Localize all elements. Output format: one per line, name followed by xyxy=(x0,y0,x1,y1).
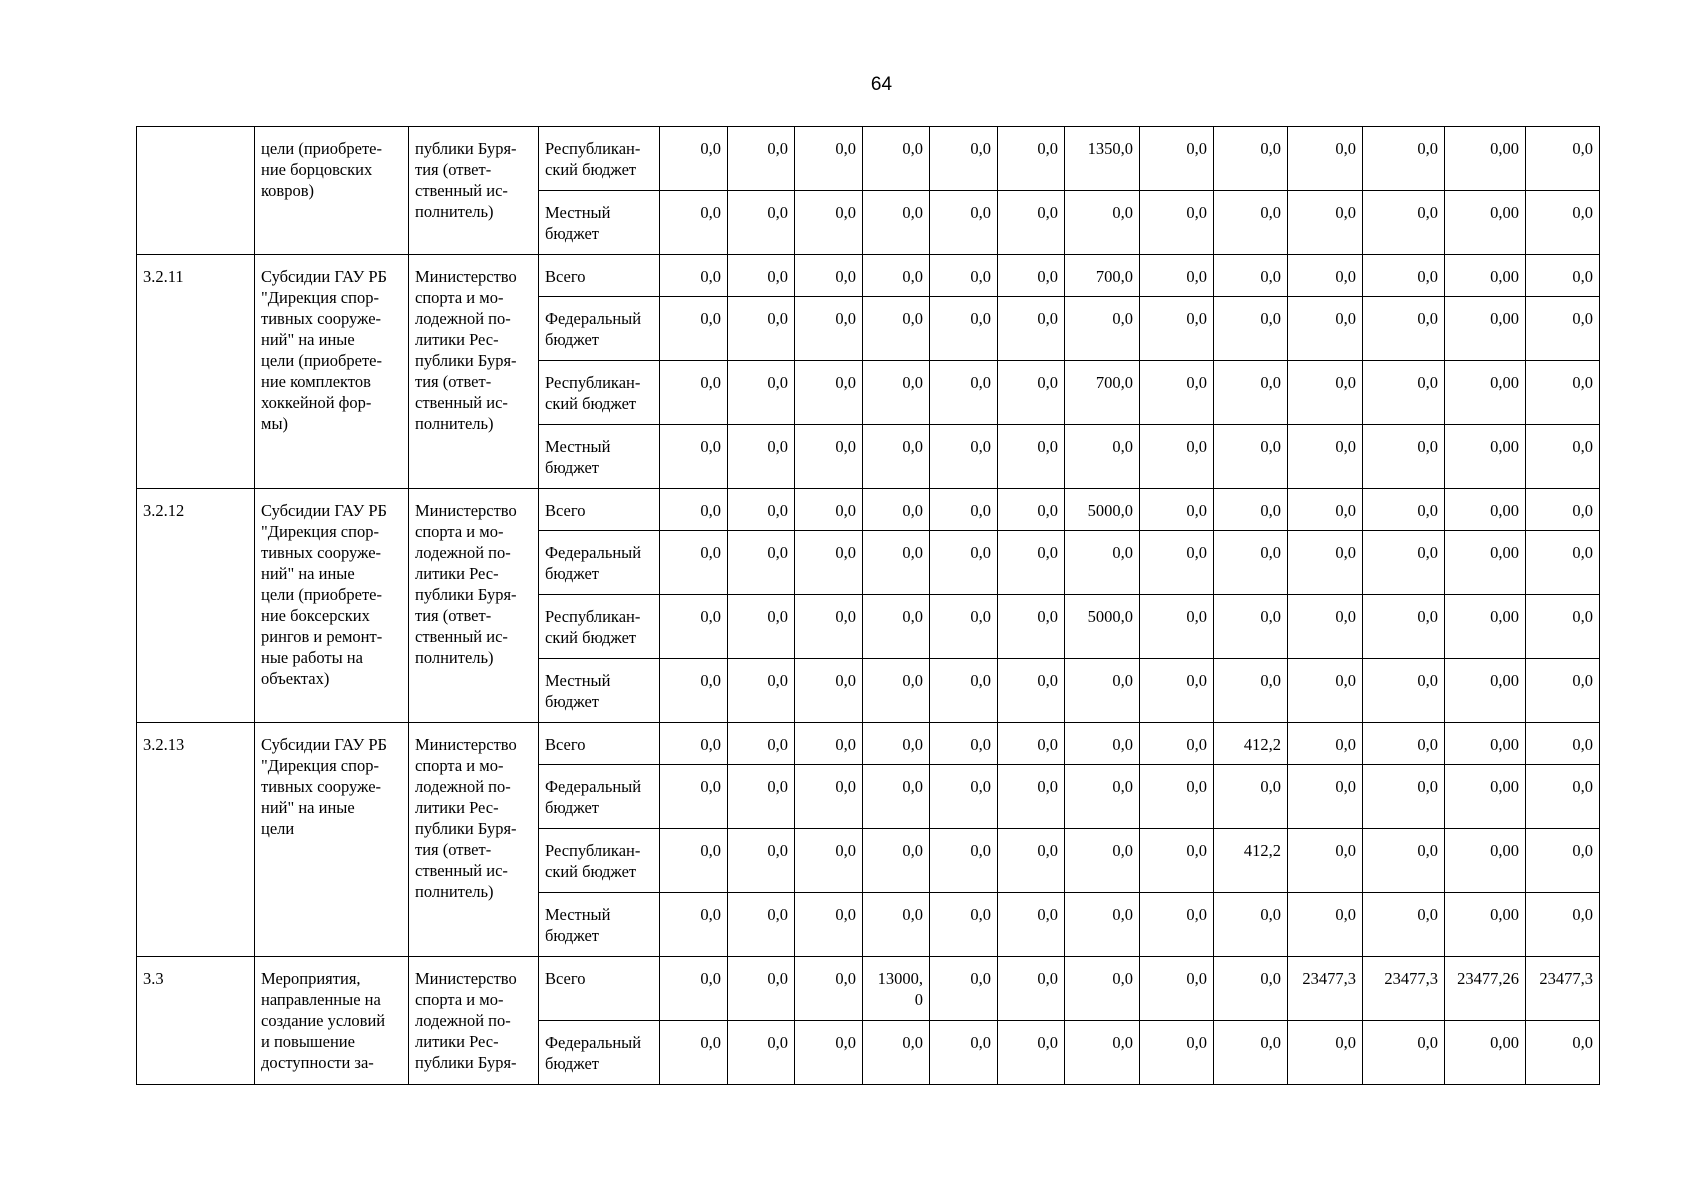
value-cell: 0,0 xyxy=(795,957,863,1021)
value-cell: 0,0 xyxy=(930,659,998,723)
value-cell: 0,0 xyxy=(863,723,930,765)
value-cell: 0,0 xyxy=(998,957,1065,1021)
value-cell: 0,0 xyxy=(863,829,930,893)
item-name-cell: цели (приобрете- ние борцовских ковров) xyxy=(255,127,409,255)
funding-source-cell: Федеральный бюджет xyxy=(539,765,660,829)
value-cell: 0,0 xyxy=(998,893,1065,957)
value-cell: 0,0 xyxy=(863,595,930,659)
value-cell: 0,00 xyxy=(1445,361,1526,425)
value-cell: 0,0 xyxy=(660,893,728,957)
budget-table xyxy=(136,126,1600,1085)
value-cell: 0,0 xyxy=(863,127,930,191)
value-cell: 0,0 xyxy=(728,1021,795,1085)
value-cell: 412,2 xyxy=(1214,723,1288,765)
funding-source-cell: Федеральный бюджет xyxy=(539,531,660,595)
value-cell: 0,0 xyxy=(1526,893,1600,957)
item-name-cell: Субсидии ГАУ РБ "Дирекция спор- тивных сооруже- ний" на иные цели (приобрете- ние боксерских рингов и ремонт- ные работы на объектах) xyxy=(255,489,409,723)
item-code-cell: 3.2.13 xyxy=(137,723,255,957)
value-cell: 0,0 xyxy=(1214,489,1288,531)
value-cell: 0,00 xyxy=(1445,489,1526,531)
table-row xyxy=(137,489,1600,531)
page-number: 64 xyxy=(870,74,893,95)
funding-source-cell: Местный бюджет xyxy=(539,425,660,489)
value-cell: 0,0 xyxy=(660,255,728,297)
value-cell: 0,0 xyxy=(660,489,728,531)
value-cell: 0,0 xyxy=(863,489,930,531)
value-cell: 0,0 xyxy=(1214,255,1288,297)
item-name-cell: Субсидии ГАУ РБ "Дирекция спор- тивных сооруже- ний" на иные цели xyxy=(255,723,409,957)
value-cell: 700,0 xyxy=(1065,255,1140,297)
value-cell: 0,0 xyxy=(930,297,998,361)
value-cell: 0,0 xyxy=(998,297,1065,361)
value-cell: 23477,3 xyxy=(1288,957,1363,1021)
funding-source-cell: Всего xyxy=(539,489,660,531)
funding-source-cell: Республикан- ский бюджет xyxy=(539,595,660,659)
value-cell: 0,0 xyxy=(998,489,1065,531)
value-cell: 0,0 xyxy=(1065,297,1140,361)
value-cell: 0,0 xyxy=(1526,361,1600,425)
value-cell: 0,0 xyxy=(1214,361,1288,425)
value-cell: 0,00 xyxy=(1445,829,1526,893)
funding-source-cell: Местный бюджет xyxy=(539,893,660,957)
value-cell: 0,0 xyxy=(1065,765,1140,829)
value-cell: 0,0 xyxy=(1288,765,1363,829)
value-cell: 0,0 xyxy=(1526,531,1600,595)
value-cell: 0,0 xyxy=(1214,893,1288,957)
value-cell: 0,0 xyxy=(1065,829,1140,893)
value-cell: 0,0 xyxy=(728,659,795,723)
value-cell: 0,0 xyxy=(1526,723,1600,765)
value-cell: 0,0 xyxy=(998,723,1065,765)
funding-source-cell: Федеральный бюджет xyxy=(539,297,660,361)
value-cell: 0,0 xyxy=(795,1021,863,1085)
value-cell: 0,0 xyxy=(795,425,863,489)
value-cell: 0,0 xyxy=(1288,659,1363,723)
funding-source-cell: Федеральный бюджет xyxy=(539,1021,660,1085)
value-cell: 0,0 xyxy=(660,829,728,893)
value-cell: 0,0 xyxy=(795,255,863,297)
item-code-cell xyxy=(137,127,255,255)
value-cell: 0,0 xyxy=(728,297,795,361)
value-cell: 0,0 xyxy=(1288,829,1363,893)
value-cell: 0,0 xyxy=(930,127,998,191)
value-cell: 0,0 xyxy=(728,425,795,489)
value-cell: 0,0 xyxy=(795,723,863,765)
value-cell: 0,0 xyxy=(728,723,795,765)
value-cell: 0,0 xyxy=(1288,191,1363,255)
value-cell: 0,0 xyxy=(863,191,930,255)
value-cell: 0,0 xyxy=(1526,595,1600,659)
value-cell: 0,0 xyxy=(1526,1021,1600,1085)
value-cell: 0,0 xyxy=(1140,127,1214,191)
value-cell: 0,0 xyxy=(998,127,1065,191)
value-cell: 0,0 xyxy=(1526,255,1600,297)
table-row xyxy=(137,255,1600,297)
value-cell: 0,0 xyxy=(863,659,930,723)
value-cell: 0,0 xyxy=(1140,361,1214,425)
value-cell: 0,0 xyxy=(795,893,863,957)
value-cell: 0,0 xyxy=(728,829,795,893)
value-cell: 0,00 xyxy=(1445,255,1526,297)
value-cell: 0,0 xyxy=(1363,765,1445,829)
value-cell: 0,0 xyxy=(1140,1021,1214,1085)
value-cell: 0,0 xyxy=(930,765,998,829)
value-cell: 0,0 xyxy=(728,765,795,829)
value-cell: 0,0 xyxy=(930,893,998,957)
value-cell: 0,0 xyxy=(1214,191,1288,255)
value-cell: 700,0 xyxy=(1065,361,1140,425)
table-row xyxy=(137,127,1600,191)
value-cell: 0,0 xyxy=(728,127,795,191)
value-cell: 0,00 xyxy=(1445,595,1526,659)
value-cell: 0,00 xyxy=(1445,127,1526,191)
value-cell: 412,2 xyxy=(1214,829,1288,893)
value-cell: 0,0 xyxy=(1363,127,1445,191)
value-cell: 0,0 xyxy=(998,191,1065,255)
value-cell: 0,0 xyxy=(1140,297,1214,361)
value-cell: 0,0 xyxy=(1140,191,1214,255)
executor-cell: Министерство спорта и мо- лодежной по- литики Рес- публики Буря- xyxy=(409,957,539,1085)
value-cell: 0,0 xyxy=(795,361,863,425)
value-cell: 0,0 xyxy=(1140,723,1214,765)
value-cell: 0,00 xyxy=(1445,723,1526,765)
value-cell: 0,0 xyxy=(1288,297,1363,361)
value-cell: 0,0 xyxy=(1363,489,1445,531)
value-cell: 0,0 xyxy=(1140,489,1214,531)
item-code-cell: 3.2.12 xyxy=(137,489,255,723)
value-cell: 0,0 xyxy=(795,489,863,531)
value-cell: 0,0 xyxy=(660,765,728,829)
value-cell: 0,0 xyxy=(1140,531,1214,595)
value-cell: 0,0 xyxy=(795,829,863,893)
value-cell: 0,0 xyxy=(728,531,795,595)
funding-source-cell: Местный бюджет xyxy=(539,659,660,723)
value-cell: 0,0 xyxy=(863,1021,930,1085)
value-cell: 0,0 xyxy=(728,255,795,297)
value-cell: 0,0 xyxy=(728,595,795,659)
value-cell: 23477,3 xyxy=(1526,957,1600,1021)
value-cell: 0,0 xyxy=(1065,1021,1140,1085)
value-cell: 0,0 xyxy=(1363,297,1445,361)
value-cell: 0,0 xyxy=(1065,893,1140,957)
value-cell: 0,0 xyxy=(1288,595,1363,659)
value-cell: 0,0 xyxy=(728,361,795,425)
funding-source-cell: Республикан- ский бюджет xyxy=(539,829,660,893)
value-cell: 0,0 xyxy=(998,765,1065,829)
value-cell: 0,0 xyxy=(1526,765,1600,829)
value-cell: 0,0 xyxy=(1214,297,1288,361)
value-cell: 0,0 xyxy=(1065,957,1140,1021)
value-cell: 0,0 xyxy=(1288,893,1363,957)
value-cell: 0,0 xyxy=(1140,425,1214,489)
value-cell: 0,0 xyxy=(930,489,998,531)
value-cell: 0,0 xyxy=(660,595,728,659)
value-cell: 0,0 xyxy=(1214,659,1288,723)
value-cell: 0,0 xyxy=(1288,255,1363,297)
value-cell: 0,0 xyxy=(728,191,795,255)
item-code-cell: 3.2.11 xyxy=(137,255,255,489)
value-cell: 0,0 xyxy=(1363,191,1445,255)
value-cell: 0,0 xyxy=(1214,425,1288,489)
value-cell: 0,0 xyxy=(660,297,728,361)
value-cell: 0,0 xyxy=(863,361,930,425)
value-cell: 0,0 xyxy=(930,425,998,489)
funding-source-cell: Всего xyxy=(539,255,660,297)
funding-source-cell: Республикан- ский бюджет xyxy=(539,361,660,425)
value-cell: 0,0 xyxy=(1140,893,1214,957)
value-cell: 0,0 xyxy=(998,659,1065,723)
value-cell: 0,00 xyxy=(1445,893,1526,957)
value-cell: 0,0 xyxy=(795,297,863,361)
value-cell: 0,0 xyxy=(728,489,795,531)
value-cell: 0,0 xyxy=(1288,531,1363,595)
value-cell: 0,0 xyxy=(1065,531,1140,595)
value-cell: 0,0 xyxy=(1526,659,1600,723)
value-cell: 0,0 xyxy=(930,255,998,297)
value-cell: 0,0 xyxy=(1214,531,1288,595)
value-cell: 0,0 xyxy=(1214,1021,1288,1085)
value-cell: 0,0 xyxy=(795,595,863,659)
value-cell: 0,0 xyxy=(1140,255,1214,297)
value-cell: 0,0 xyxy=(1288,425,1363,489)
value-cell: 0,0 xyxy=(1526,127,1600,191)
value-cell: 0,0 xyxy=(1363,255,1445,297)
value-cell: 0,0 xyxy=(998,1021,1065,1085)
value-cell: 0,0 xyxy=(795,765,863,829)
value-cell: 0,0 xyxy=(1526,425,1600,489)
funding-source-cell: Всего xyxy=(539,723,660,765)
value-cell: 0,0 xyxy=(1363,829,1445,893)
value-cell: 5000,0 xyxy=(1065,489,1140,531)
value-cell: 0,0 xyxy=(1140,957,1214,1021)
value-cell: 0,0 xyxy=(1363,531,1445,595)
value-cell: 0,0 xyxy=(1288,723,1363,765)
value-cell: 0,0 xyxy=(998,361,1065,425)
value-cell: 0,0 xyxy=(930,531,998,595)
value-cell: 0,0 xyxy=(1065,425,1140,489)
value-cell: 0,0 xyxy=(1140,659,1214,723)
value-cell: 0,0 xyxy=(930,829,998,893)
value-cell: 0,0 xyxy=(1214,765,1288,829)
funding-source-cell: Местный бюджет xyxy=(539,191,660,255)
value-cell: 0,0 xyxy=(660,531,728,595)
table-body xyxy=(137,127,1600,1085)
value-cell: 0,0 xyxy=(660,361,728,425)
value-cell: 0,0 xyxy=(1065,191,1140,255)
value-cell: 0,0 xyxy=(795,659,863,723)
value-cell: 0,0 xyxy=(1214,957,1288,1021)
funding-source-cell: Всего xyxy=(539,957,660,1021)
executor-cell: публики Буря- тия (ответ- ственный ис- полнитель) xyxy=(409,127,539,255)
value-cell: 0,0 xyxy=(795,127,863,191)
value-cell: 0,0 xyxy=(1140,595,1214,659)
value-cell: 0,0 xyxy=(863,531,930,595)
funding-source-cell: Республикан- ский бюджет xyxy=(539,127,660,191)
value-cell: 0,0 xyxy=(660,957,728,1021)
value-cell: 0,0 xyxy=(930,957,998,1021)
value-cell: 0,0 xyxy=(1288,361,1363,425)
value-cell: 0,0 xyxy=(998,595,1065,659)
value-cell: 0,0 xyxy=(930,191,998,255)
value-cell: 0,0 xyxy=(1140,765,1214,829)
value-cell: 0,0 xyxy=(930,723,998,765)
value-cell: 0,0 xyxy=(863,765,930,829)
value-cell: 0,0 xyxy=(795,191,863,255)
value-cell: 0,0 xyxy=(1288,489,1363,531)
value-cell: 0,0 xyxy=(863,425,930,489)
executor-cell: Министерство спорта и мо- лодежной по- литики Рес- публики Буря- тия (ответ- ственный ис- полнитель) xyxy=(409,255,539,489)
value-cell: 0,0 xyxy=(728,957,795,1021)
value-cell: 0,0 xyxy=(1288,1021,1363,1085)
value-cell: 0,0 xyxy=(863,297,930,361)
executor-cell: Министерство спорта и мо- лодежной по- литики Рес- публики Буря- тия (ответ- ственный ис- полнитель) xyxy=(409,489,539,723)
value-cell: 0,0 xyxy=(998,255,1065,297)
value-cell: 0,0 xyxy=(1288,127,1363,191)
value-cell: 0,0 xyxy=(1363,1021,1445,1085)
value-cell: 0,00 xyxy=(1445,659,1526,723)
value-cell: 0,0 xyxy=(998,829,1065,893)
value-cell: 0,00 xyxy=(1445,1021,1526,1085)
executor-cell: Министерство спорта и мо- лодежной по- литики Рес- публики Буря- тия (ответ- ственный ис- полнитель) xyxy=(409,723,539,957)
value-cell: 0,0 xyxy=(1526,191,1600,255)
value-cell: 0,0 xyxy=(1065,659,1140,723)
value-cell: 0,0 xyxy=(1363,659,1445,723)
table-row xyxy=(137,723,1600,765)
value-cell: 0,0 xyxy=(660,127,728,191)
value-cell: 0,0 xyxy=(1363,723,1445,765)
value-cell: 0,00 xyxy=(1445,425,1526,489)
value-cell: 0,0 xyxy=(930,361,998,425)
value-cell: 0,0 xyxy=(660,723,728,765)
value-cell: 0,0 xyxy=(728,893,795,957)
value-cell: 0,0 xyxy=(1140,829,1214,893)
value-cell: 23477,3 xyxy=(1363,957,1445,1021)
value-cell: 0,0 xyxy=(1214,595,1288,659)
value-cell: 0,0 xyxy=(863,893,930,957)
value-cell: 0,0 xyxy=(1363,361,1445,425)
value-cell: 0,0 xyxy=(660,1021,728,1085)
value-cell: 0,0 xyxy=(998,425,1065,489)
value-cell: 0,0 xyxy=(1065,723,1140,765)
value-cell: 0,0 xyxy=(795,531,863,595)
value-cell: 5000,0 xyxy=(1065,595,1140,659)
value-cell: 0,0 xyxy=(1526,489,1600,531)
value-cell: 0,0 xyxy=(660,191,728,255)
value-cell: 0,0 xyxy=(1214,127,1288,191)
value-cell: 0,0 xyxy=(1363,425,1445,489)
item-code-cell: 3.3 xyxy=(137,957,255,1085)
value-cell: 23477,26 xyxy=(1445,957,1526,1021)
value-cell: 1350,0 xyxy=(1065,127,1140,191)
value-cell: 0,0 xyxy=(1526,829,1600,893)
value-cell: 13000, 0 xyxy=(863,957,930,1021)
value-cell: 0,0 xyxy=(660,659,728,723)
item-name-cell: Мероприятия, направленные на создание условий и повышение доступности за- xyxy=(255,957,409,1085)
item-name-cell: Субсидии ГАУ РБ "Дирекция спор- тивных сооруже- ний" на иные цели (приобрете- ние комплектов хоккейной фор- мы) xyxy=(255,255,409,489)
value-cell: 0,00 xyxy=(1445,531,1526,595)
value-cell: 0,0 xyxy=(1363,893,1445,957)
value-cell: 0,0 xyxy=(1526,297,1600,361)
value-cell: 0,0 xyxy=(930,1021,998,1085)
value-cell: 0,0 xyxy=(660,425,728,489)
value-cell: 0,00 xyxy=(1445,765,1526,829)
value-cell: 0,0 xyxy=(863,255,930,297)
value-cell: 0,0 xyxy=(998,531,1065,595)
value-cell: 0,0 xyxy=(930,595,998,659)
table-row xyxy=(137,957,1600,1021)
value-cell: 0,00 xyxy=(1445,191,1526,255)
value-cell: 0,00 xyxy=(1445,297,1526,361)
value-cell: 0,0 xyxy=(1363,595,1445,659)
